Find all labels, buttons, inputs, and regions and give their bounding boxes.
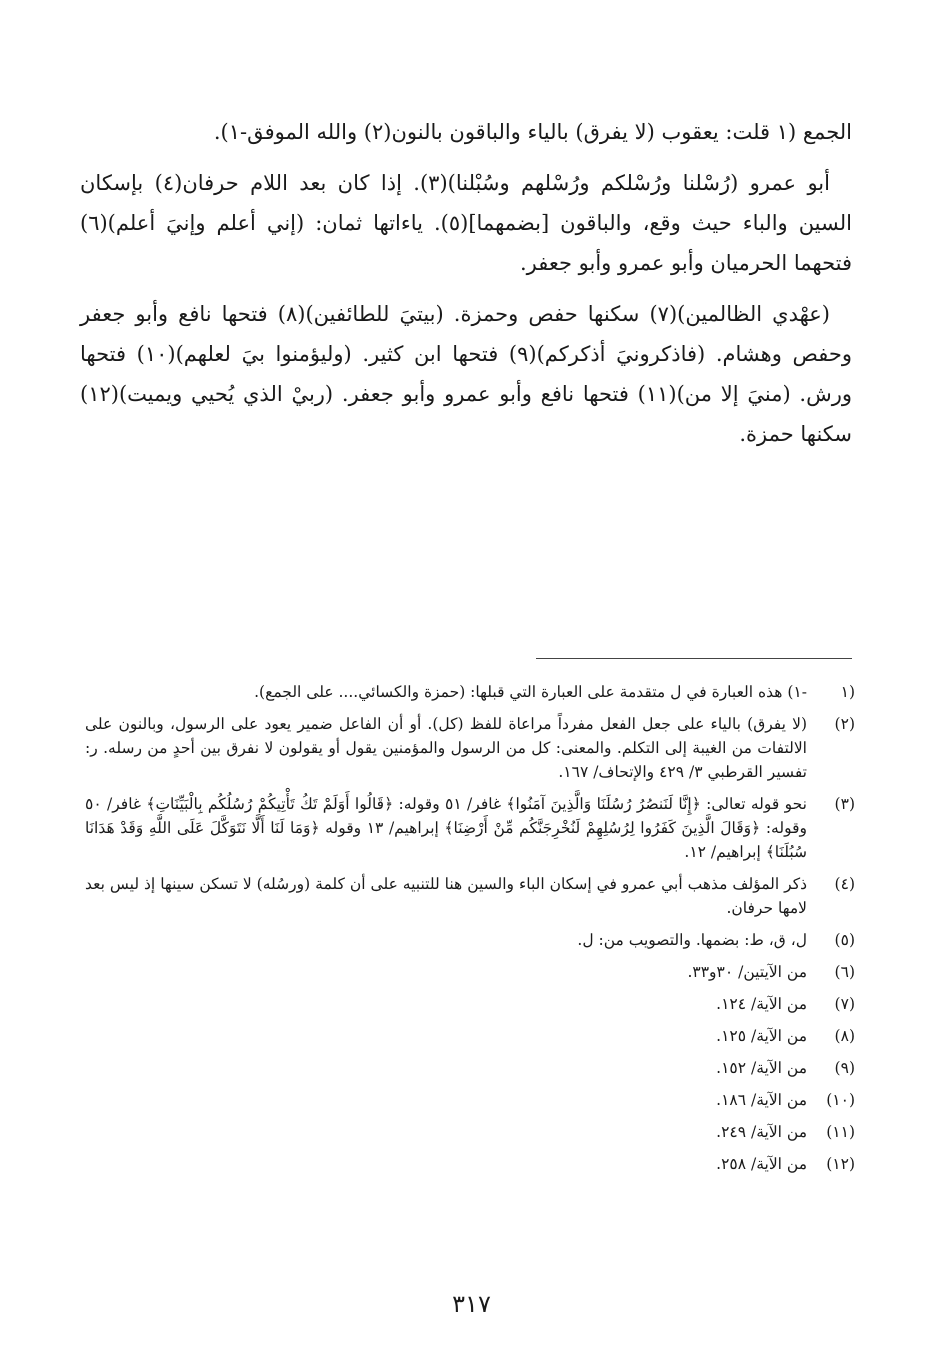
paragraph-1: الجمع (١ قلت: يعقوب (لا يفرق) بالياء والباقون بالنون(٢) والله الموفق-١). — [213, 120, 852, 144]
footnote-8 — [85, 1024, 855, 1048]
footnote-separator — [536, 658, 852, 659]
footnote-text: (لا يفرق) بالياء على جعل الفعل مفرداً مراعاة للفظ (كل). أو أن الفاعل ضمير يعود على الرسول، وبالنون على الالتفات من الغيبة إلى التكلم. والمعنى: كل من الرسول والمؤمنين يقول أو يقولون لا نفرق بين أحدٍ من رسله. ر: تفسير القرطبي ٣/ ٤٢٩ والإتحاف/ ١٦٧. — [85, 715, 807, 781]
footnote-5 — [85, 928, 855, 952]
footnote-11 — [85, 1120, 855, 1144]
footnote-2 — [85, 712, 855, 784]
footnote-number: (١ — [840, 683, 855, 701]
footnote-text: من الآية/ ١٥٢. — [716, 1059, 807, 1077]
footnote-number: (٦) — [834, 963, 855, 981]
footnotes — [85, 680, 855, 1184]
footnote-text: من الآية/ ١٢٤. — [716, 995, 807, 1013]
paragraph-2: أبو عمرو (رُسْلنا ورُسْلكم ورُسْلهم وسُبْلنا)(٣). إذا كان بعد اللام حرفان(٤) بإسكان السين والباء حيث وقع، والباقون [بضمهما](٥). ياءاتها ثمان: (إني أعلم وإنيَ أعلم)(٦) فتحهما الحرميان وأبو عمرو وأبو جعفر. — [80, 171, 852, 275]
footnote-number: (١٠) — [826, 1091, 855, 1109]
page-number: ٣١٧ — [452, 1290, 491, 1318]
footnote-text: من الآية/ ١٨٦. — [716, 1091, 807, 1109]
footnote-number: (٨) — [834, 1027, 855, 1045]
footnote-number: (٩) — [834, 1059, 855, 1077]
footnote-7 — [85, 992, 855, 1016]
footnote-text: من الآية/ ١٢٥. — [716, 1027, 807, 1045]
footnote-text: من الآية/ ٢٥٨. — [716, 1155, 807, 1173]
footnote-9 — [85, 1056, 855, 1080]
footnote-number: (٢) — [834, 715, 855, 733]
footnote-text: من الآية/ ٢٤٩. — [716, 1123, 807, 1141]
footnote-3 — [85, 792, 855, 864]
footnote-text: نحو قوله تعالى: ﴿إِنَّا لَنَنصُرُ رُسُلَنَا وَالَّذِينَ آمَنُوا﴾ غافر/ ٥١ وقوله: ﴿قَالُوا أَوَلَمْ تَكُ تَأْتِيكُمْ رُسُلُكُم بِالْبَيِّنَاتِ﴾ غافر/ ٥٠ وقوله: ﴿وَقَالَ الَّذِينَ كَفَرُوا لِرُسُلِهِمْ لَنُخْرِجَنَّكُم مِّنْ أَرْضِنَا﴾ إبراهيم/ ١٣ وقوله ﴿وَمَا لَنَا أَلَّا نَتَوَكَّلَ عَلَى اللَّهِ وَقَدْ هَدَانَا سُبُلَنَا﴾ إبراهيم/ ١٢. — [85, 795, 807, 861]
footnote-text: ل، ق، ط: بضمها. والتصويب من: ل. — [577, 931, 807, 949]
footnote-text: -١) هذه العبارة في ل متقدمة على العبارة التي قبلها: (حمزة والكسائي.... على الجمع). — [254, 683, 807, 701]
footnote-6 — [85, 960, 855, 984]
footnote-number: (٥) — [834, 931, 855, 949]
footnote-number: (٤) — [834, 875, 855, 893]
paragraph-3: (عهْدي الظالمين)(٧) سكنها حفص وحمزة. (بيتيَ للطائفين)(٨) فتحها نافع وأبو جعفر وحفص وهشام. (فاذكرونيَ أذكركم)(٩) فتحها ابن كثير. (وليؤمنوا بيَ لعلهم)(١٠) فتحها ورش. (منيَ إلا من)(١١) فتحها نافع وأبو عمرو وأبو جعفر. (ربيْ الذي يُحيي ويميت)(١٢) سكنها حمزة. — [80, 302, 852, 446]
footnote-number: (١١) — [826, 1123, 855, 1141]
main-text — [80, 112, 852, 465]
footnote-text: من الآيتين/ ٣٠و٣٣. — [687, 963, 807, 981]
footnote-10 — [85, 1088, 855, 1112]
footnote-number: (٣) — [834, 795, 855, 813]
footnote-number: (٧) — [834, 995, 855, 1013]
footnote-text: ذكر المؤلف مذهب أبي عمرو في إسكان الباء والسين هنا للتنبيه على أن كلمة (ورسُله) لا تسكن سينها إذ ليس بعد لامها حرفان. — [85, 875, 807, 917]
footnote-1 — [85, 680, 855, 704]
footnote-12 — [85, 1152, 855, 1176]
footnote-4 — [85, 872, 855, 920]
footnote-number: (١٢) — [826, 1155, 855, 1173]
